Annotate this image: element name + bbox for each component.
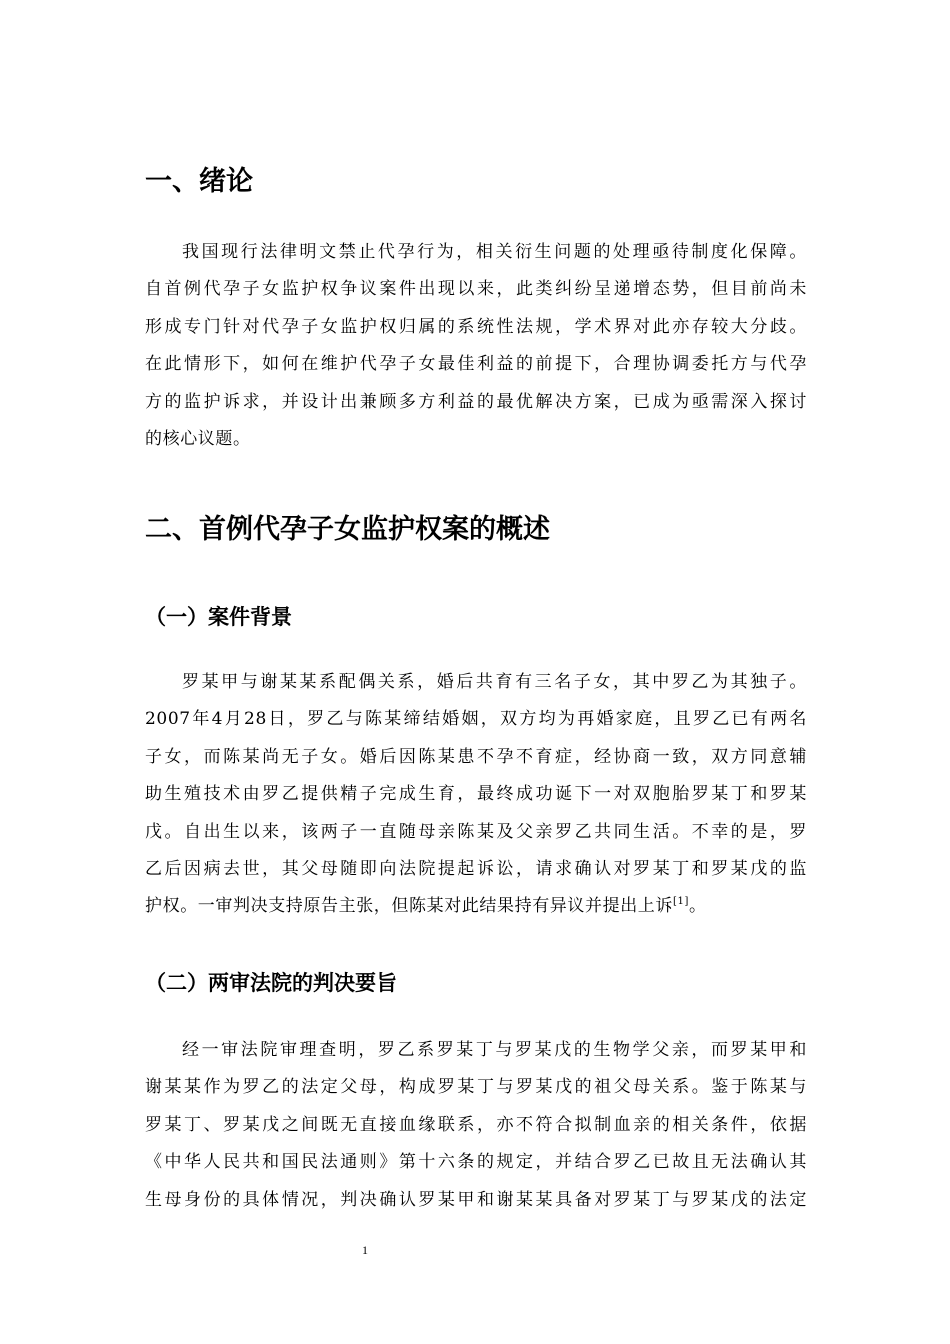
- paragraph-line: 《中华人民共和国民法通则》第十六条的规定，并结合罗乙已故且无法确认其: [145, 1152, 807, 1173]
- page-number: 1: [362, 1243, 368, 1257]
- paragraph-line: 罗某甲与谢某某系配偶关系，婚后共育有三名子女，其中罗乙为其独子。: [182, 672, 807, 692]
- paragraph-line: 2007年4月28日，罗乙与陈某缔结婚姻，双方均为再婚家庭，且罗乙已有两名: [145, 709, 807, 730]
- subsection-heading-case-background: （一）案件背景: [145, 605, 292, 629]
- paragraph-line: 子女，而陈某尚无子女。婚后因陈某患不孕不育症，经协商一致，双方同意辅: [145, 746, 807, 767]
- paragraph-line-text: 护权。一审判决支持原告主张，但陈某对此结果持有异议并提出上诉: [145, 896, 673, 917]
- paragraph-line: [145, 888, 807, 925]
- citation-marker: [1]: [673, 896, 689, 908]
- paragraph-line: 方的监护诉求，并设计出兼顾多方利益的最优解决方案，已成为亟需深入探讨: [145, 391, 807, 412]
- judgment-summary-paragraph: [145, 1032, 807, 1219]
- section-heading-introduction: 一、绪论: [145, 166, 253, 197]
- paragraph-line: 自首例代孕子女监护权争议案件出现以来，此类纠纷呈递增态势，但目前尚未: [145, 279, 807, 300]
- section-heading-case-overview: 二、首例代孕子女监护权案的概述: [145, 514, 550, 545]
- subsection-heading-judgment-summary: （二）两审法院的判决要旨: [145, 971, 397, 995]
- paragraph-line: 我国现行法律明文禁止代孕行为，相关衍生问题的处理亟待制度化保障。: [182, 242, 807, 262]
- paragraph-line: 罗某丁、罗某戊之间既无直接血缘联系，亦不符合拟制血亲的相关条件，依据: [145, 1114, 807, 1135]
- paragraph-line: 谢某某作为罗乙的法定父母，构成罗某丁与罗某戊的祖父母关系。鉴于陈某与: [145, 1077, 807, 1098]
- case-background-paragraph: [145, 664, 807, 926]
- paragraph-line: 在此情形下，如何在维护代孕子女最佳利益的前提下，合理协调委托方与代孕: [145, 354, 807, 375]
- paragraph-line: 的核心议题。: [145, 428, 251, 449]
- paragraph-line-tail: 。: [688, 896, 707, 917]
- paragraph-line: 经一审法院审理查明，罗乙系罗某丁与罗某戊的生物学父亲，而罗某甲和: [182, 1040, 807, 1060]
- paragraph-line: 生母身份的具体情况，判决确认罗某甲和谢某某具备对罗某丁与罗某戊的法定: [145, 1189, 807, 1210]
- paragraph-line: 助生殖技术由罗乙提供精子完成生育，最终成功诞下一对双胞胎罗某丁和罗某: [145, 784, 807, 805]
- paragraph-line: 乙后因病去世，其父母随即向法院提起诉讼，请求确认对罗某丁和罗某戊的监: [145, 858, 807, 879]
- paragraph-line: 形成专门针对代孕子女监护权归属的系统性法规，学术界对此亦存较大分歧。: [145, 316, 807, 337]
- paragraph-line: 戊。自出生以来，该两子一直随母亲陈某及父亲罗乙共同生活。不幸的是，罗: [145, 821, 807, 842]
- introduction-paragraph: [145, 234, 807, 458]
